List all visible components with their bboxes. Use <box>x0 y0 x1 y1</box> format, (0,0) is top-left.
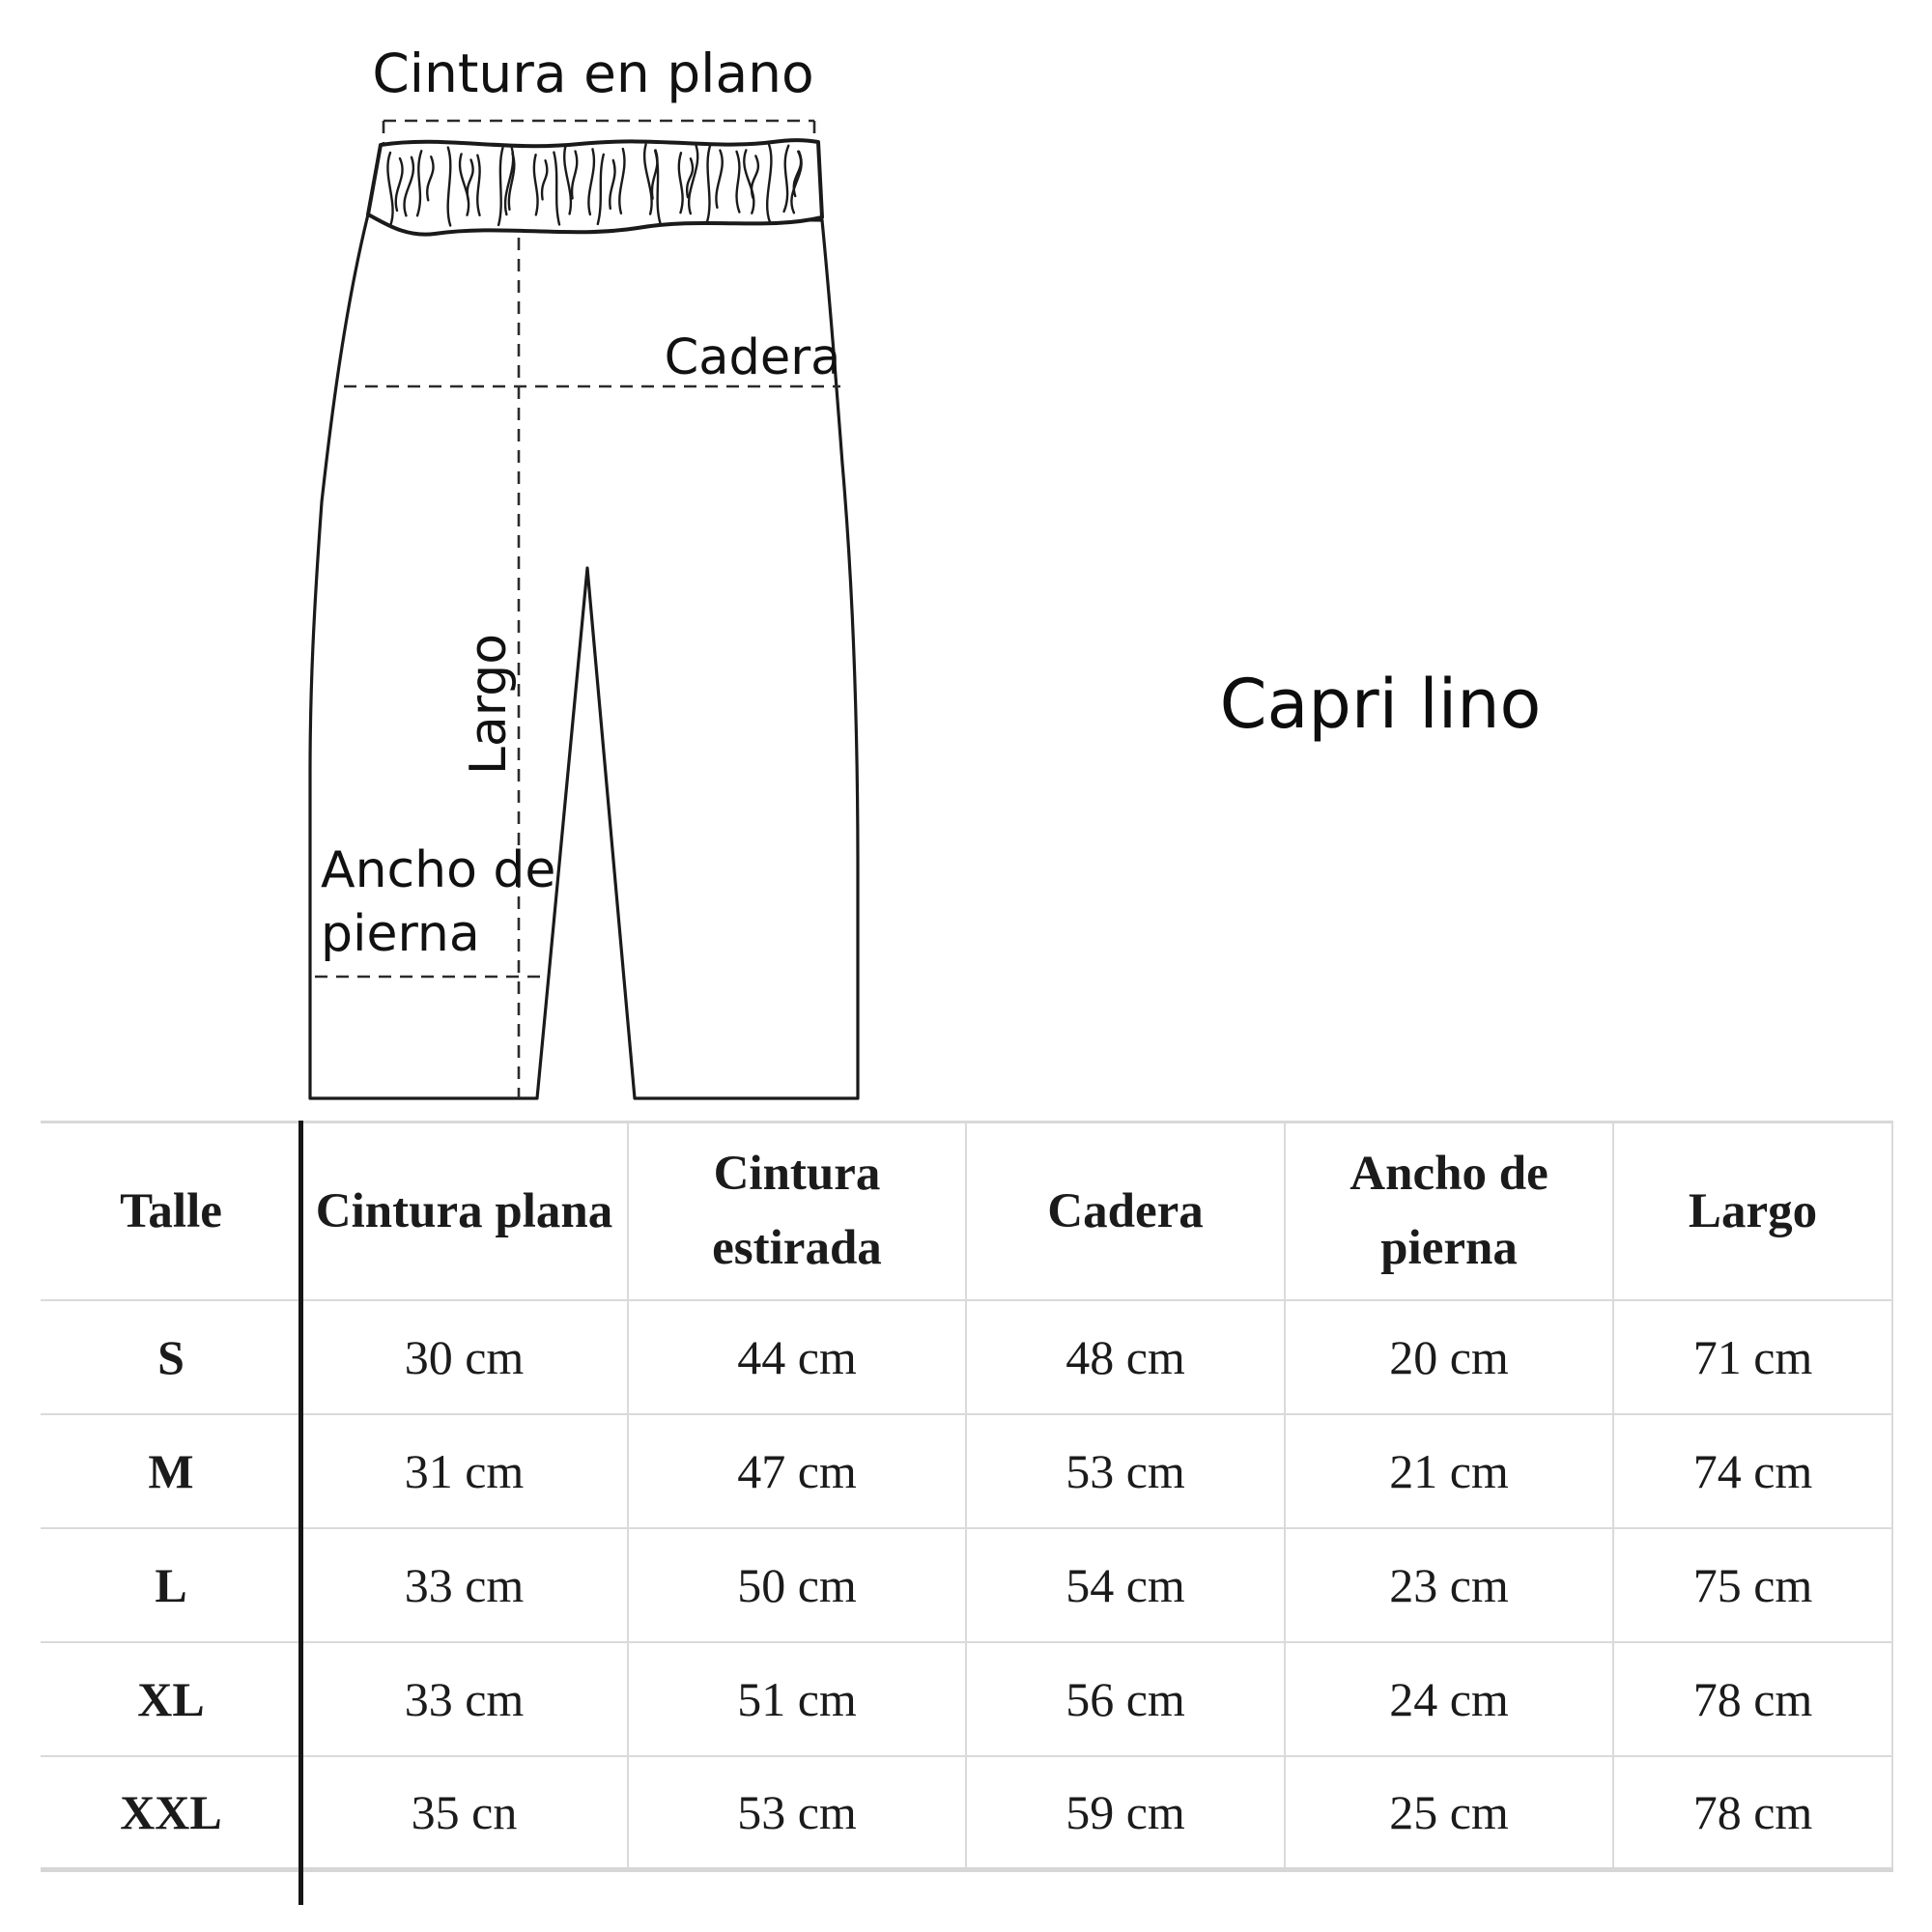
col-header-cintura-plana: Cintura plana <box>301 1122 628 1300</box>
page-title: Capri lino <box>1219 665 1542 744</box>
col-header-ancho-pierna: Ancho de pierna <box>1285 1122 1613 1300</box>
col-header-cadera: Cadera <box>966 1122 1285 1300</box>
table-row-m <box>41 1414 1892 1528</box>
cell-value: 54 cm <box>966 1528 1285 1642</box>
table-row-s <box>41 1300 1892 1414</box>
cell-value: 53 cm <box>966 1414 1285 1528</box>
col-header-largo: Largo <box>1613 1122 1892 1300</box>
cell-value: 53 cm <box>628 1756 966 1870</box>
cell-value: 35 cn <box>301 1756 628 1870</box>
cell-value: 50 cm <box>628 1528 966 1642</box>
cell-value: 75 cm <box>1613 1528 1892 1642</box>
waistband <box>368 140 822 235</box>
cell-value: 21 cm <box>1285 1414 1613 1528</box>
size-label: M <box>41 1414 301 1528</box>
cell-value: 51 cm <box>628 1642 966 1756</box>
table-row-l <box>41 1528 1892 1642</box>
cell-value: 47 cm <box>628 1414 966 1528</box>
leg-width-label: Ancho de pierna <box>321 841 556 963</box>
cell-value: 59 cm <box>966 1756 1285 1870</box>
cell-value: 25 cm <box>1285 1756 1613 1870</box>
cell-value: 71 cm <box>1613 1300 1892 1414</box>
cell-value: 24 cm <box>1285 1642 1613 1756</box>
cell-value: 33 cm <box>301 1642 628 1756</box>
cell-value: 74 cm <box>1613 1414 1892 1528</box>
cell-value: 31 cm <box>301 1414 628 1528</box>
size-label: XL <box>41 1642 301 1756</box>
cell-value: 23 cm <box>1285 1528 1613 1642</box>
cell-value: 44 cm <box>628 1300 966 1414</box>
length-label: Largo <box>459 633 518 776</box>
waist-dimension-line <box>384 121 814 143</box>
col-header-cintura-estirada: Cintura estirada <box>628 1122 966 1300</box>
size-chart-table <box>41 1121 1893 1872</box>
size-column-divider-line <box>298 1121 303 1905</box>
hip-label: Cadera <box>664 329 841 386</box>
cell-value: 78 cm <box>1613 1642 1892 1756</box>
waist-flat-label: Cintura en plano <box>372 43 814 104</box>
cell-value: 56 cm <box>966 1642 1285 1756</box>
cell-value: 78 cm <box>1613 1756 1892 1870</box>
size-label: S <box>41 1300 301 1414</box>
table-row-xxl <box>41 1756 1892 1870</box>
col-header-talle: Talle <box>41 1122 301 1300</box>
cell-value: 33 cm <box>301 1528 628 1642</box>
size-label: L <box>41 1528 301 1642</box>
table-row-xl <box>41 1642 1892 1756</box>
cell-value: 30 cm <box>301 1300 628 1414</box>
size-label: XXL <box>41 1756 301 1870</box>
cell-value: 20 cm <box>1285 1300 1613 1414</box>
cell-value: 48 cm <box>966 1300 1285 1414</box>
header-row <box>41 1122 1892 1300</box>
